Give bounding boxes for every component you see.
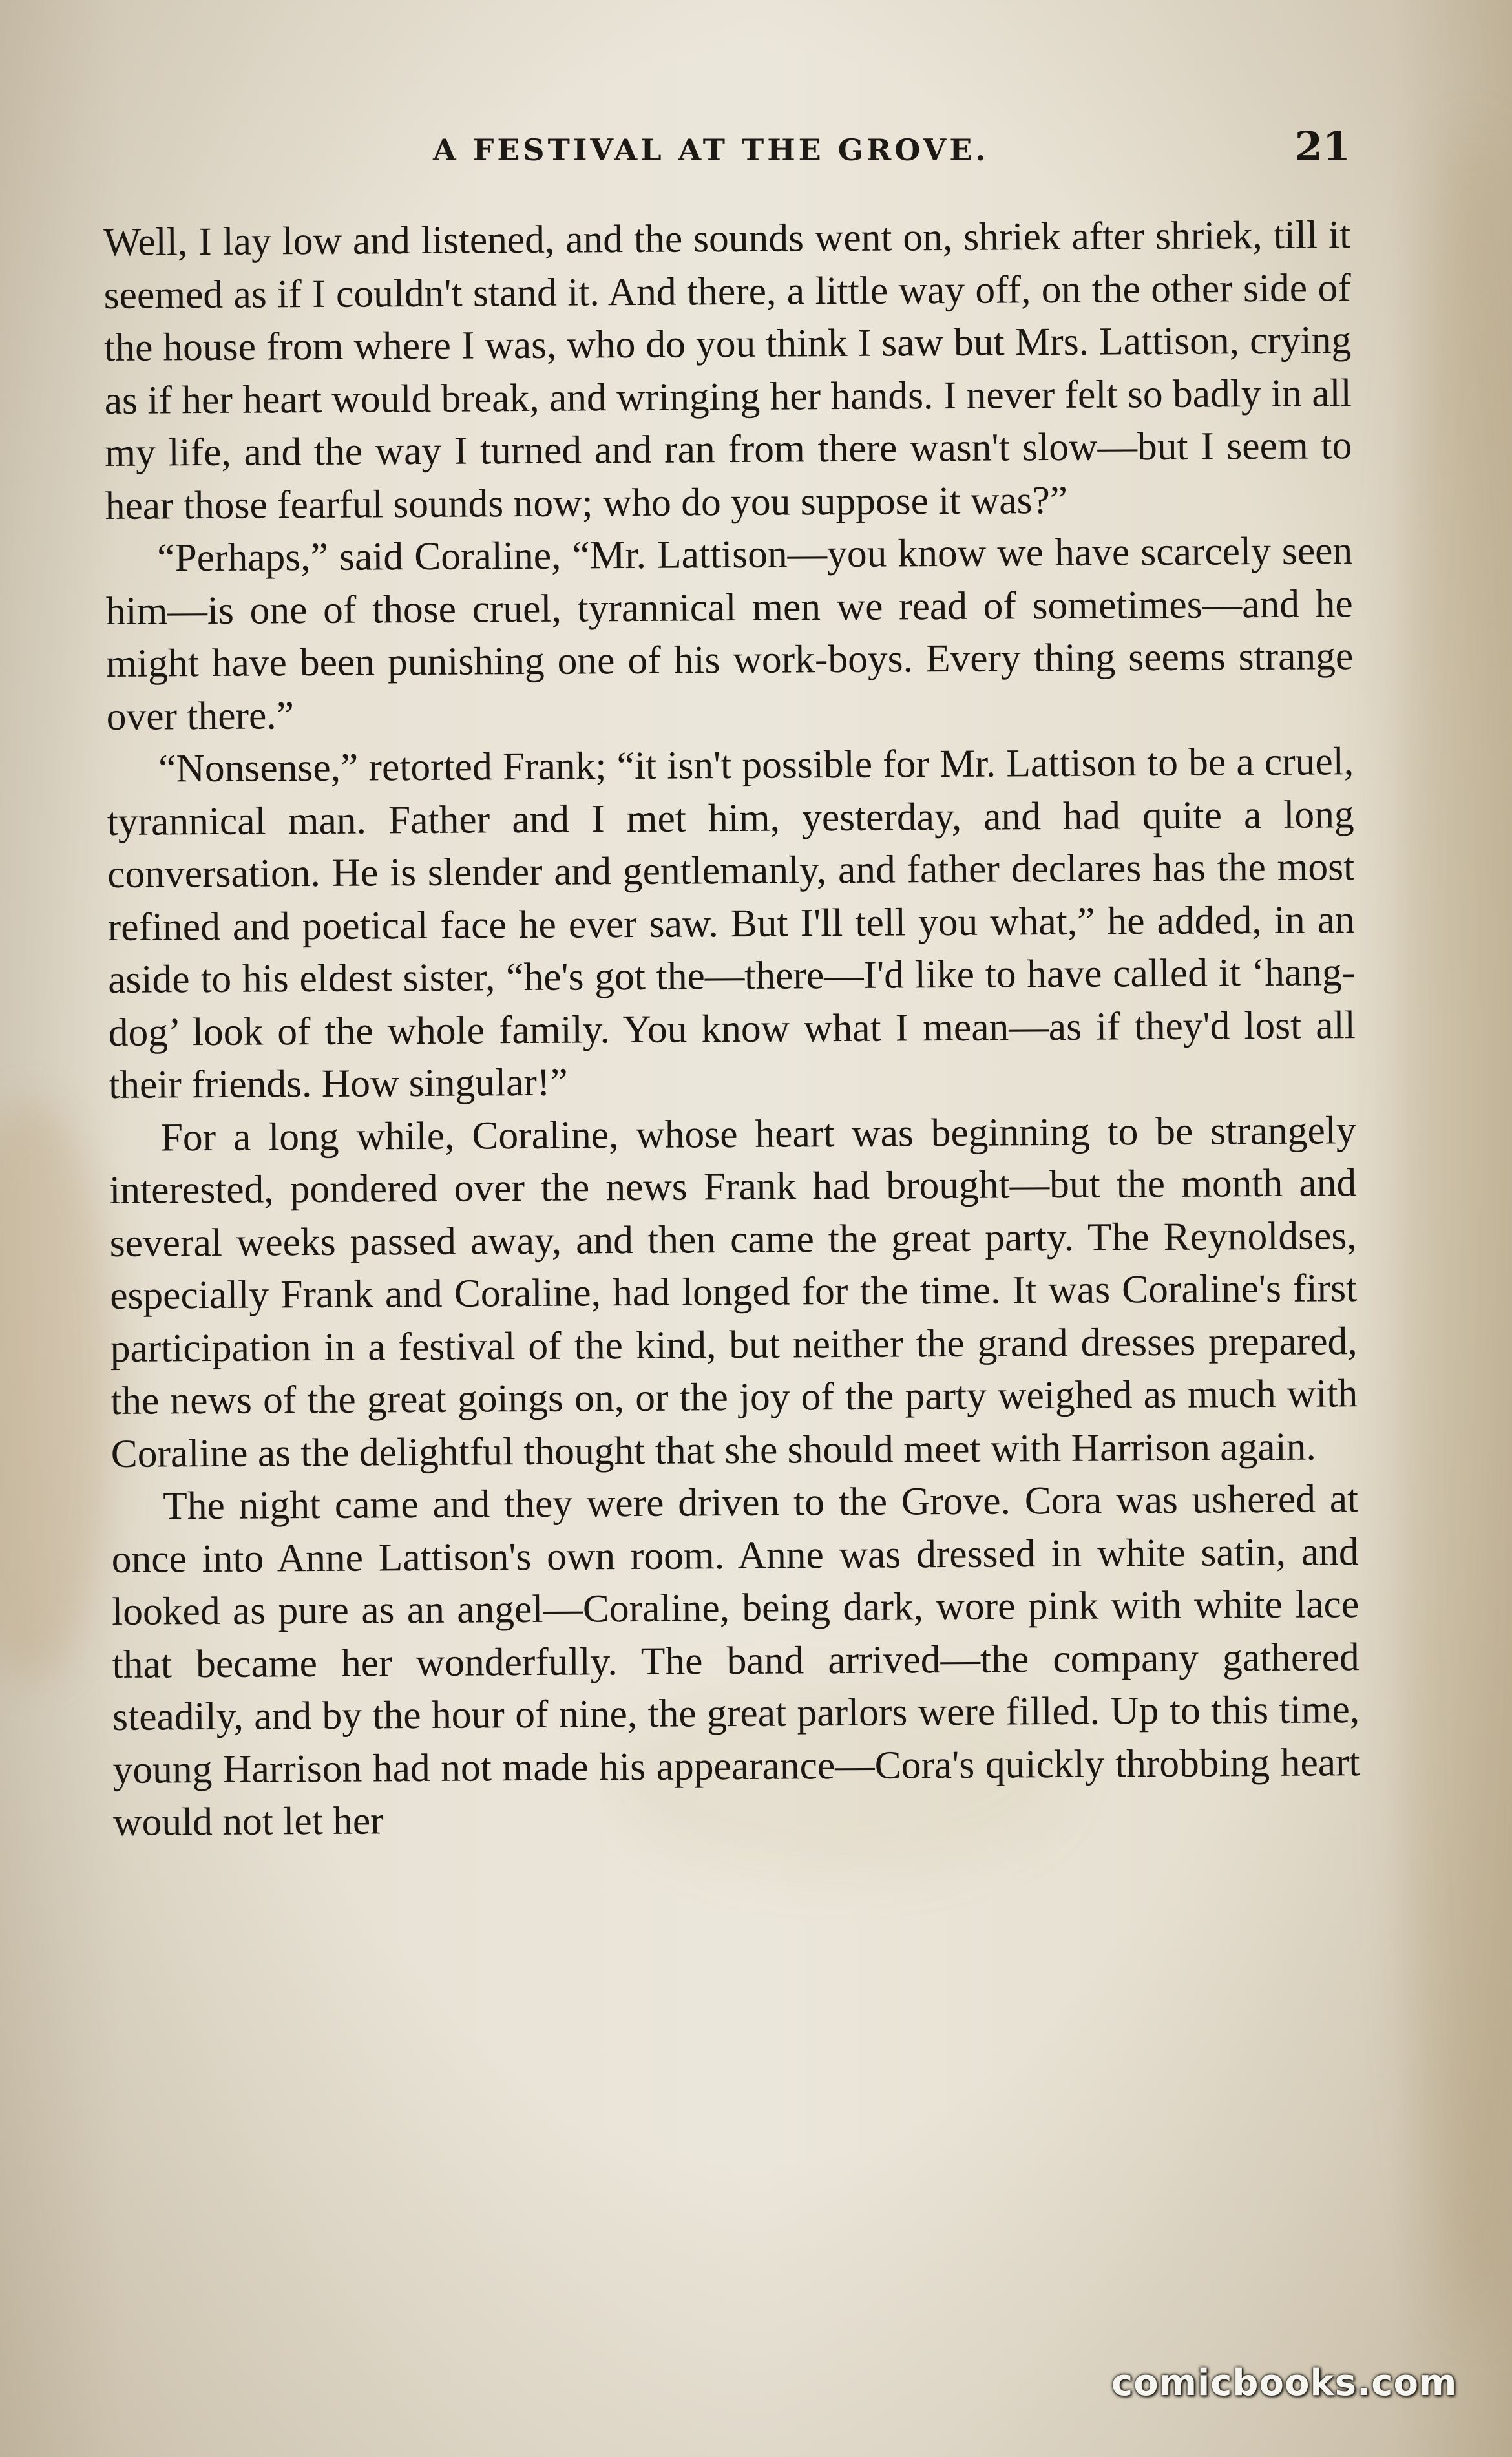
page-stain-right [1389,129,1512,2326]
page-number: 21 [1294,123,1350,170]
paragraph-1: Well, I lay low and listened, and the sounds went on, shriek after shriek, till it seemed as if I couldn't stand it. And there, a little way off, on the other side of the house from where I was, who do you think I saw but Mrs. Lattison, crying as if her heart would break, and wringing her hands. I never felt so badly in all my life, and the way I turned and ran from there wasn't slow—but I seem to hear those fearful sounds now; who do you suppose it was?” [103,213,1352,528]
paragraph-2: “Perhaps,” said Coraline, “Mr. Lattison—you know we have scarcely seen him—is one of those cruel, tyrannical men we read of sometimes—and he might have been punishing one of his work-boys. Every thing seems strange over there.” [105,529,1354,739]
page-stain-left [0,1099,116,1680]
body-text [103,209,1360,1849]
running-head [110,123,1350,181]
paragraph-3: “Nonsense,” retorted Frank; “it isn't possible for Mr. Lattison to be a cruel, tyrannical man. Father and I met him, yesterday, and had quite a long conversation. He is slender and gentlemanly, and father declares has the most refined and poetical face he ever saw. But I'll tell you what,” he added, in an aside to his eldest sister, “he's got the—there—I'd like to have called it ‘hang-dog’ look of the whole family. You know what I mean—as if they'd lost all their friends. How singular!” [107,739,1356,1107]
paragraph-4: For a long while, Coraline, whose heart was beginning to be strangely interested, pondered over the news Frank had brought—but the month and several weeks passed away, and then came the great party. The Reynoldses, especially Frank and Coraline, had longed for the time. It was Coraline's first participation in a festival of the kind, but neither the grand dresses prepared, the news of the great goings on, or the joy of the party weighed as much with Coraline as the delightful thought that she should meet with Harrison again. [109,1108,1358,1476]
watermark: comicbooks.com [1111,2362,1458,2404]
paragraph-5: The night came and they were driven to the Grove. Cora was ushered at once into Anne Lattison's own room. Anne was dressed in white satin, and looked as pure as an angel—Coraline, being dark, wore pink with white lace that became her wonderfully. The band arrived—the company gathered steadily, and by the hour of nine, the great parlors were filled. Up to this time, young Harrison had not made his appearance—Cora's quickly throbbing heart would not let her [111,1477,1360,1844]
running-title: A FESTIVAL AT THE GROVE. [433,132,989,167]
